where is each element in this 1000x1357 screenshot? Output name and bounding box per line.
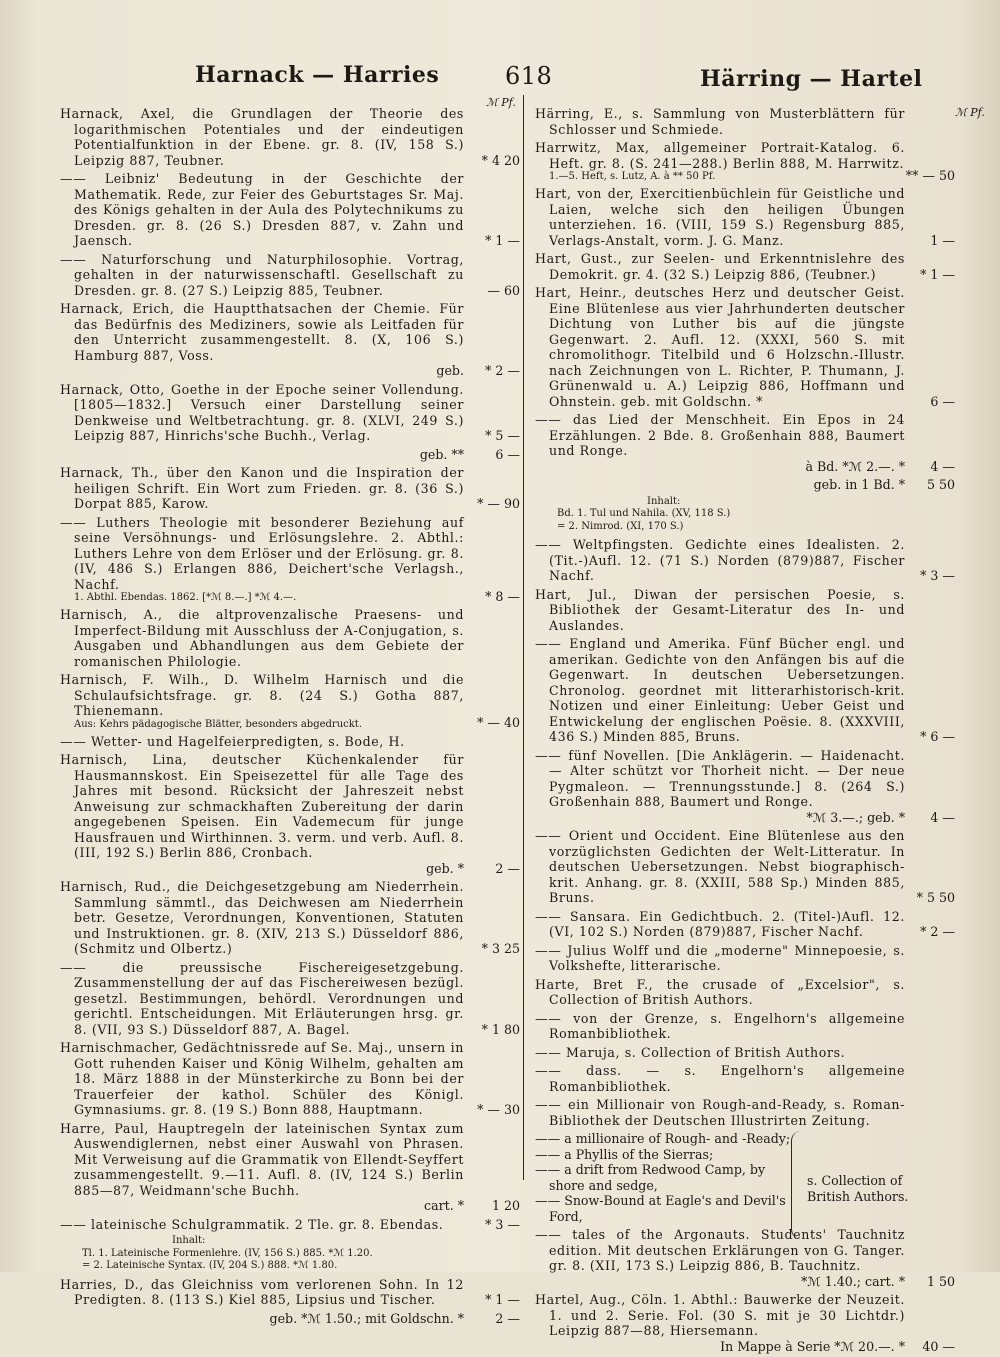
- catalog-entry: [535, 186, 955, 248]
- entry-text: —— Julius Wolff und die „moderne" Minnepoesie, s. Volkshefte, litterarische.: [535, 942, 905, 973]
- catalog-entry: [60, 465, 520, 512]
- entry-binding-note: cart. *: [424, 1198, 464, 1213]
- entry-text: Harnack, Th., über den Kanon und die Inspiration der heiligen Schrift. Ein Wort zum Frieden. gr. 8. (36 S.) Dorpat 885, Karow.: [60, 465, 464, 511]
- catalog-entry: [535, 1011, 955, 1042]
- entry-binding-note: geb. *: [426, 860, 464, 876]
- entry-price: * 3 25: [481, 941, 520, 956]
- entry-price: * 1 —: [920, 266, 955, 282]
- contents-line: Bd. 1. Tul und Nahila. (XV, 118 S.): [557, 508, 731, 519]
- entry-price: * — 30: [477, 1102, 520, 1117]
- catalog-entry: [60, 171, 520, 249]
- entry-price: * 1 80: [481, 1021, 520, 1037]
- bracketed-title: —— a drift from Redwood Camp, by shore and sedge,: [535, 1162, 766, 1193]
- right-column: [535, 106, 955, 1357]
- currency-unit-right: ℳ Pf.: [955, 106, 985, 119]
- brace-symbol: [791, 1131, 806, 1239]
- entry-text: —— das Lied der Menschheit. Ein Epos in 24 Erzählungen. 2 Bde. 8. Großenhain 888, Baumert und Ronge.: [535, 412, 905, 458]
- entry-price: * 5 —: [485, 428, 520, 443]
- entry-binding-note: geb. in 1 Bd. *: [813, 477, 905, 492]
- catalog-entry: [60, 607, 520, 669]
- entry-text: —— ein Millionair von Rough-and-Ready, s. Roman-Bibliothek der Deutschen Illustrirten Zeitung.: [535, 1097, 905, 1128]
- entry-text: —— Leibniz' Bedeutung in der Geschichte der Mathematik. Rede, zur Feier des Geburtstages Sr. Maj. des Königs gehalten in der Aula des Polytechnikums zu Dresden. gr. 8. (26 S.) Dresden 887, v. Zahn und Jaensch.: [60, 171, 464, 248]
- catalog-entry: [535, 1292, 955, 1354]
- contents-title: Inhalt:: [172, 1235, 206, 1246]
- catalog-entry: [60, 382, 520, 444]
- contents-block: [535, 496, 955, 534]
- entry-text: —— Luthers Theologie mit besonderer Beziehung auf seine Versöhnungs- und Erlösungslehre. 2. Abthl.: Luthers Lehre von dem Erlöser und der Erlösung. gr. 8. (IV, 486 S.) Erlangen 886, Deichert'sche Verlagsh., Nachf.: [60, 514, 464, 592]
- entry-text: Hart, Jul., Diwan der persischen Poesie, s. Bibliothek der Gesamt-Literatur des In- und Auslandes.: [535, 586, 905, 633]
- entry-price: 2 —: [495, 1310, 520, 1326]
- entry-price: * 5 50: [916, 890, 955, 905]
- entry-text: Härring, E., s. Sammlung von Musterblättern für Schlosser und Schmiede.: [535, 106, 905, 137]
- entry-text: Harnisch, A., die altprovenzalische Praesens- und Imperfect-Bildung mit Ausschluss der A-Conjugation, s. Ausgaben und Abhandlungen aus dem Gebiete der romanischen Philologie.: [60, 607, 464, 669]
- entry-text: Hart, Gust., zur Seelen- und Erkenntnislehre des Demokrit. gr. 4. (32 S.) Leipzig 886, (Teubner.): [535, 251, 905, 282]
- entry-text: —— Sansara. Ein Gedichtbuch. 2. (Titel-)Aufl. 12. (VI, 102 S.) Norden (879)887, Fischer Nachf.: [535, 908, 905, 939]
- entry-text: —— von der Grenze, s. Engelhorn's allgemeine Romanbibliothek.: [535, 1010, 905, 1041]
- catalog-entry: [535, 587, 955, 634]
- header-right-title: Härring — Hartel: [700, 66, 923, 92]
- entry-text: Harre, Paul, Hauptregeln der lateinischen Syntax zum Auswendiglernen, nebst einer Auswahl von Phrasen. Mit Verweisung auf die Grammatik von Ellendt-Seyffert zusammengestellt. 9.—11. Aufl. 8. (IV, 124 S.) Berlin 885—87, Weidmann'sche Buchh.: [60, 1120, 464, 1198]
- catalog-entry: [60, 752, 520, 876]
- catalog-entry: [535, 1227, 955, 1289]
- entry-text: —— fünf Novellen. [Die Anklägerin. — Haidenacht. — Alter schützt vor Thorheit nicht. — Der neue Pygmaleon. — Trennungsstunde.] 8. (264 S.) Großenhain 888, Baumert und Ronge.: [535, 747, 905, 809]
- entry-price: * 1 —: [485, 1292, 520, 1307]
- entry-note: 1. Abthl. Ebendas. 1862. [*ℳ 8.—.] *ℳ 4.—.: [74, 592, 297, 603]
- entry-price: 40 —: [922, 1338, 955, 1354]
- catalog-entry: [535, 1063, 955, 1094]
- entry-text: —— tales of the Argonauts. Students' Tauchnitz edition. Mit deutschen Erklärungen von G. Tanger. gr. 8. (XII, 173 S.) Leipzig 886, B. Tauchnitz.: [535, 1227, 905, 1273]
- entry-price: 1 50: [926, 1273, 955, 1289]
- catalog-entry: [535, 1045, 955, 1061]
- entry-price: 4 —: [930, 809, 955, 825]
- entry-binding-note: In Mappe à Serie *ℳ 20.—. *: [720, 1338, 905, 1354]
- catalog-entry: [535, 977, 955, 1008]
- left-column: [60, 106, 520, 1329]
- catalog-entry: [60, 672, 520, 731]
- column-divider: [523, 95, 524, 1180]
- entry-note: Aus: Kehrs pädagogische Blätter, besonders abgedruckt.: [74, 718, 362, 730]
- catalog-entry: [535, 251, 955, 282]
- entry-price: 6 —: [495, 446, 520, 462]
- page-number: 618: [505, 62, 553, 90]
- catalog-entry: [60, 301, 520, 379]
- currency-unit-left: ℳ Pf.: [486, 96, 516, 109]
- catalog-entry: [60, 960, 520, 1038]
- entry-text: Harnischmacher, Gedächtnissrede auf Se. Maj., unsern in Gott ruhenden Kaiser und König Wilhelm, gehalten am 18. März 1888 in der Münsterkirche zu Bonn bei der Trauerfeier der kathol. Schüler des Königl. Gymnasiums. gr. 8. (19 S.) Bonn 888, Hauptmann.: [60, 1040, 464, 1117]
- entry-text: Hartel, Aug., Cöln. 1. Abthl.: Bauwerke der Neuzeit. 1. und 2. Serie. Fol. (30 S. mit je 30 Lichtdr.) Leipzig 887—88, Hiersemann.: [535, 1292, 905, 1338]
- entry-binding-note: geb.: [436, 363, 464, 378]
- entry-price: * 3 —: [920, 568, 955, 583]
- catalog-entry: [60, 1040, 520, 1118]
- bracketed-titles: [535, 1131, 955, 1224]
- catalog-entry: [535, 477, 955, 493]
- entry-text: Harnisch, Rud., die Deichgesetzgebung am Niederrhein. Sammlung sämmtl., das Deichwesen am Niederrhein betr. Gesetze, Verordnungen, Konventionen, Statuten und Instruktionen. gr. 8. (XIV, 213 S.) Düsseldorf 886, (Schmitz und Olbertz.): [60, 879, 464, 956]
- entry-text: —— Maruja, s. Collection of British Authors.: [535, 1044, 846, 1060]
- entry-price: 1 —: [930, 232, 955, 248]
- catalog-entry: [60, 447, 520, 463]
- contents-title: Inhalt:: [647, 495, 681, 507]
- catalog-entry: [60, 1311, 520, 1327]
- entry-price: ** — 50: [905, 167, 955, 183]
- entry-price: * — 90: [477, 496, 520, 511]
- entry-price: 6 —: [930, 393, 955, 409]
- catalog-entry: [60, 734, 520, 750]
- entry-text: Harries, D., das Gleichniss vom verlorenen Sohn. In 12 Predigten. 8. (113 S.) Kiel 885, Lipsius und Tischer.: [60, 1276, 464, 1307]
- catalog-entry: [60, 1277, 520, 1308]
- bracket-reference: s. Collection of British Authors.: [807, 1173, 909, 1204]
- entry-binding-note: geb. **: [419, 446, 464, 462]
- entry-text: Harrwitz, Max, allgemeiner Portrait-Katalog. 6. Heft. gr. 8. (S. 241—288.) Berlin 888, M. Harrwitz.: [535, 140, 905, 171]
- entry-price: * 3 —: [485, 1216, 520, 1232]
- entry-text: —— England und Amerika. Fünf Bücher engl. und amerikan. Gedichte von den Anfängen bis auf die Gegenwart. In deutschen Uebersetzungen. Chronolog. geordnet mit litterarhistorisch-krit. Notizen und einer Einleitung: Ueber Geist und Entwickelung der englischen Poësie. 8. (XXXVIII, 436 S.) Minden 885, Bruns.: [535, 636, 905, 744]
- entry-text: —— die preussische Fischereigesetzgebung. Zusammenstellung der auf das Fischereiwesen bezügl. gesetzl. Bestimmungen, behördl. Verordnungen und gerichtl. Entscheidungen. Mit Erläuterungen hrsg. gr. 8. (VII, 93 S.) Düsseldorf 887, A. Bagel.: [60, 959, 464, 1037]
- catalog-entry: [535, 106, 955, 137]
- entry-binding-note: *ℳ 3.—.; geb. *: [806, 809, 905, 825]
- entry-text: —— dass. — s. Engelhorn's allgemeine Romanbibliothek.: [535, 1063, 905, 1094]
- entry-binding-note: à Bd. *ℳ 2.—. *: [805, 458, 905, 474]
- bracketed-title: —— Snow-Bound at Eagle's and Devil's Ford,: [535, 1193, 786, 1224]
- entry-text: —— lateinische Schulgrammatik. 2 Tle. gr. 8. Ebendas.: [60, 1216, 444, 1232]
- entry-price: * 2 —: [485, 363, 520, 378]
- catalog-entry: [535, 140, 955, 183]
- entry-price: * — 40: [477, 715, 520, 730]
- catalog-entry: [535, 537, 955, 584]
- entry-text: Harnack, Otto, Goethe in der Epoche seiner Vollendung. [1805—1832.] Versuch einer Darstellung seiner Denkweise und Weltbetrachtung. gr. 8. (XLVI, 249 S.) Leipzig 887, Hinrichs'sche Buchh., Verlag.: [60, 381, 464, 443]
- entry-binding-note: *ℳ 1.40.; cart. *: [800, 1273, 905, 1289]
- catalog-entry: [60, 515, 520, 605]
- entry-text: Harnack, Axel, die Grundlagen der Theorie des logarithmischen Potentiales und der eindeutigen Potentialfunktion in der Ebene. gr. 8. (IV, 158 S.) Leipzig 887, Teubner.: [60, 106, 464, 168]
- header-left-title: Harnack — Harries: [195, 62, 440, 88]
- entry-text: Hart, von der, Exercitienbüchlein für Geistliche und Laien, welche sich den heiligen Übungen unterziehen. 16. (VIII, 159 S.) Regensburg 885, Verlags-Anstalt, vorm. J. G. Manz.: [535, 186, 905, 248]
- entry-text: Harte, Bret F., the crusade of „Excelsior", s. Collection of British Authors.: [535, 976, 905, 1007]
- entry-price: * 8 —: [485, 588, 520, 604]
- entry-price: * 1 —: [485, 233, 520, 248]
- catalog-entry: [60, 1121, 520, 1214]
- entry-price: * 4 20: [481, 152, 520, 168]
- entry-text: —— Weltpfingsten. Gedichte eines Idealisten. 2. (Tit.-)Aufl. 12. (71 S.) Norden (879)887, Fischer Nachf.: [535, 537, 905, 583]
- catalog-entry: [535, 1097, 955, 1128]
- catalog-entry: [60, 252, 520, 299]
- catalog-entry: [60, 879, 520, 957]
- entry-binding-note: geb. *ℳ 1.50.; mit Goldschn. *: [269, 1310, 464, 1326]
- entry-price: 1 20: [491, 1198, 520, 1213]
- contents-block: [60, 1235, 520, 1273]
- entry-price: 2 —: [495, 860, 520, 876]
- entry-note: 1.—5. Heft, s. Lutz, A. à ** 50 Pf.: [549, 171, 716, 182]
- entry-text: Harnisch, Lina, deutscher Küchenkalender für Hausmannskost. Ein Speisezettel für alle Tage des Jahres mit besond. Rücksicht der Jahreszeit nebst Anweisung zur schmackhaften Zubereitung der darin angegebenen Speisen. Ein Vademecum für junge Hausfrauen und Wirthinnen. 3. verm. und verb. Aufl. 8. (III, 192 S.) Berlin 886, Cronbach.: [60, 752, 464, 860]
- entry-price: * 2 —: [920, 924, 955, 939]
- catalog-entry: [535, 828, 955, 906]
- catalog-entry: [535, 636, 955, 745]
- entry-price: 5 50: [926, 477, 955, 492]
- bracketed-title: —— a millionaire of Rough- and -Ready;: [535, 1131, 791, 1146]
- contents-line: = 2. Lateinische Syntax. (IV, 204 S.) 888. *ℳ 1.80.: [82, 1260, 338, 1271]
- entry-text: Harnack, Erich, die Hauptthatsachen der Chemie. Für das Bedürfnis des Mediziners, sowie als Leitfaden für den Unterricht zusammengestellt. 8. (X, 106 S.) Hamburg 887, Voss.: [60, 301, 464, 363]
- catalog-entry: [535, 748, 955, 826]
- entry-text: —— Wetter- und Hagelfeierpredigten, s. Bode, H.: [60, 733, 405, 749]
- catalog-entry: [535, 943, 955, 974]
- entry-price: * 6 —: [920, 729, 955, 744]
- contents-line: Tl. 1. Lateinische Formenlehre. (IV, 156 S.) 885. *ℳ 1.20.: [82, 1247, 373, 1259]
- catalog-entry: [535, 412, 955, 474]
- catalog-entry: [60, 106, 520, 168]
- catalog-entry: [60, 1217, 520, 1233]
- entry-text: Harnisch, F. Wilh., D. Wilhelm Harnisch und die Schulaufsichtsfrage. gr. 8. (24 S.) Gotha 887, Thienemann.: [60, 672, 464, 718]
- entry-text: Hart, Heinr., deutsches Herz und deutscher Geist. Eine Blütenlese aus vier Jahrhunderten deutscher Dichtung von Luther bis auf die jüngste Gegenwart. 2. Aufl. 12. (XXXI, 560 S. mit chromolithogr. Titelbild und 6 Holzschn.-Illustr. nach Zeichnungen von L. Richter, P. Thumann, J. Grünenwald u. A.) Leipzig 886, Hoffmann und Ohnstein. geb. mit Goldschn. *: [535, 285, 905, 409]
- entry-price: 4 —: [930, 458, 955, 474]
- catalog-entry: [535, 285, 955, 409]
- entry-text: —— Orient und Occident. Eine Blütenlese aus den vorzüglichsten Gedichten der Welt-Litteratur. In deutschen Uebersetzungen. Nebst biographisch-krit. Anhang. gr. 8. (XXIII, 588 Sp.) Minden 885, Bruns.: [535, 828, 905, 905]
- entry-price: — 60: [487, 282, 520, 298]
- contents-line: = 2. Nimrod. (XI, 170 S.): [557, 520, 684, 532]
- entry-text: —— Naturforschung und Naturphilosophie. Vortrag, gehalten in der naturwissenschaftl. Gesellschaft zu Dresden. gr. 8. (27 S.) Leipzig 885, Teubner.: [60, 251, 464, 298]
- bracketed-title: —— a Phyllis of the Sierras;: [535, 1146, 714, 1162]
- catalog-entry: [535, 909, 955, 940]
